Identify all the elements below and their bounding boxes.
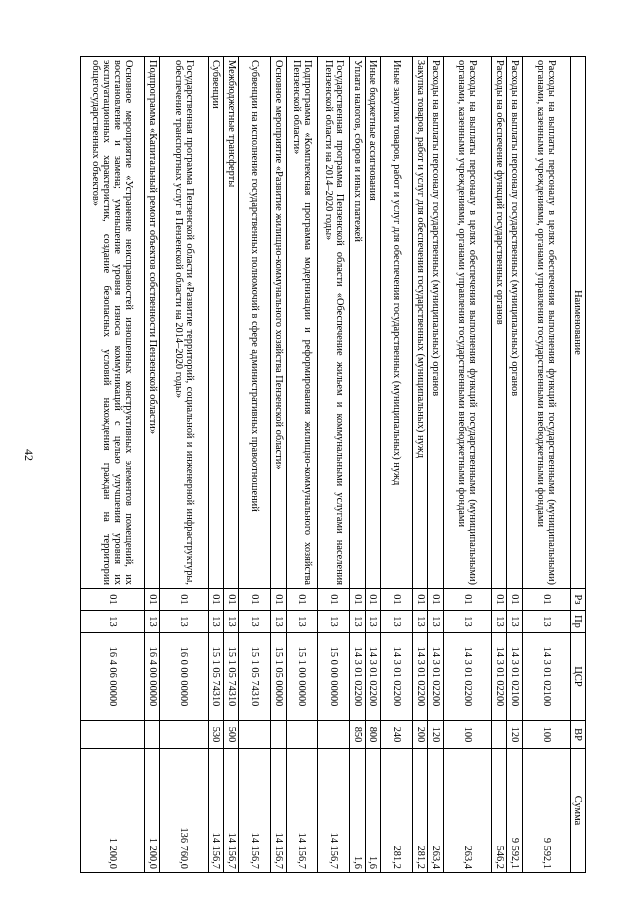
row-csr: 14 3 01 02200 xyxy=(443,633,491,721)
row-vr xyxy=(271,721,286,749)
row-sum: 263,4 xyxy=(443,749,491,873)
row-csr: 14 3 01 02200 xyxy=(491,633,506,721)
table-row xyxy=(428,57,443,873)
row-pr: 13 xyxy=(271,611,286,633)
row-csr: 15 1 05 00000 xyxy=(271,633,286,721)
row-rz: 01 xyxy=(223,589,238,611)
table-row xyxy=(522,57,570,873)
row-csr: 16 4 00 00000 xyxy=(144,633,159,721)
table-row xyxy=(271,57,286,873)
row-vr xyxy=(491,721,506,749)
row-vr: 120 xyxy=(507,721,522,749)
row-vr xyxy=(318,721,350,749)
row-pr: 13 xyxy=(160,611,208,633)
row-vr xyxy=(144,721,159,749)
row-rz: 01 xyxy=(507,589,522,611)
row-sum: 14 156,7 xyxy=(239,749,271,873)
row-pr: 13 xyxy=(491,611,506,633)
row-vr xyxy=(286,721,318,749)
row-rz: 01 xyxy=(160,589,208,611)
row-csr: 15 1 05 74310 xyxy=(239,633,271,721)
row-sum: 546,2 xyxy=(491,749,506,873)
row-rz: 01 xyxy=(380,589,412,611)
header-sum: Сумма xyxy=(571,749,586,873)
row-name: Государственная программа Пензенской области «Обеспечение жильем и коммунальными услугами населения Пензенской области на 2014–2020 годы» xyxy=(318,57,350,589)
row-pr: 13 xyxy=(365,611,380,633)
row-name: Межбюджетные трансферты xyxy=(223,57,238,589)
row-rz: 01 xyxy=(81,589,145,611)
row-name: Государственная программа Пензенской области «Развитие территорий, социальной и инженерной инфраструктуры, обеспечение транспортных услуг в Пензенской области на 2014–2020 годы» xyxy=(160,57,208,589)
row-csr: 14 3 01 02200 xyxy=(412,633,427,721)
row-name: Субвенции на исполнение государственных полномочий в сфере административных правоотношений xyxy=(239,57,271,589)
row-rz: 01 xyxy=(239,589,271,611)
row-name: Иные закупки товаров, работ и услуг для обеспечения государственных (муниципальных) нужд xyxy=(380,57,412,589)
row-csr: 14 3 01 02200 xyxy=(365,633,380,721)
row-vr xyxy=(239,721,271,749)
table-row xyxy=(380,57,412,873)
budget-table xyxy=(80,56,586,873)
table-row xyxy=(81,57,145,873)
row-pr: 13 xyxy=(144,611,159,633)
row-sum: 14 156,7 xyxy=(318,749,350,873)
row-pr: 13 xyxy=(223,611,238,633)
row-vr: 200 xyxy=(412,721,427,749)
row-csr: 14 3 01 02200 xyxy=(428,633,443,721)
row-name: Расходы на выплаты персоналу государственных (муниципальных) органов xyxy=(507,57,522,589)
row-vr: 500 xyxy=(223,721,238,749)
row-sum: 1,6 xyxy=(350,749,365,873)
row-rz: 01 xyxy=(491,589,506,611)
row-sum: 14 156,7 xyxy=(271,749,286,873)
row-rz: 01 xyxy=(428,589,443,611)
row-vr: 120 xyxy=(428,721,443,749)
row-csr: 14 3 01 02200 xyxy=(380,633,412,721)
row-rz: 01 xyxy=(144,589,159,611)
table-row xyxy=(443,57,491,873)
row-pr: 13 xyxy=(208,611,223,633)
row-pr: 13 xyxy=(443,611,491,633)
row-name: Расходы на выплаты персоналу государственных (муниципальных) органов xyxy=(428,57,443,589)
header-vr: ВР xyxy=(571,721,586,749)
row-csr: 14 3 01 02200 xyxy=(350,633,365,721)
row-vr: 850 xyxy=(350,721,365,749)
row-name: Расходы на выплаты персоналу в целях обеспечения выполнения функций государственными (муниципальными) органами, казенными учреждениями, органами управления государственными внебюджетными фондами xyxy=(522,57,570,589)
table-row xyxy=(318,57,350,873)
table-row xyxy=(365,57,380,873)
row-sum: 136 760,0 xyxy=(160,749,208,873)
page-number: 42 xyxy=(22,449,36,461)
row-sum: 1 200,0 xyxy=(144,749,159,873)
row-vr: 100 xyxy=(522,721,570,749)
header-name: Наименование xyxy=(571,57,586,589)
row-csr: 15 1 05 74310 xyxy=(208,633,223,721)
row-vr: 240 xyxy=(380,721,412,749)
table-row xyxy=(223,57,238,873)
table-row xyxy=(491,57,506,873)
row-name: Расходы на выплаты персоналу в целях обеспечения выполнения функций государственными (муниципальными) органами, казенными учреждениями, органами управления государственными внебюджетными фондами xyxy=(443,57,491,589)
header-csr: ЦСР xyxy=(571,633,586,721)
table-body xyxy=(81,57,571,873)
row-sum: 281,2 xyxy=(380,749,412,873)
row-name: Иные бюджетные ассигнования xyxy=(365,57,380,589)
row-pr: 13 xyxy=(81,611,145,633)
row-rz: 01 xyxy=(271,589,286,611)
row-name: Подпрограмма «Комплексная программа модернизации и реформирования жилищно-коммунального хозяйства Пензенской области» xyxy=(286,57,318,589)
row-vr: 530 xyxy=(208,721,223,749)
row-rz: 01 xyxy=(522,589,570,611)
row-pr: 13 xyxy=(286,611,318,633)
row-name: Субвенции xyxy=(208,57,223,589)
row-vr xyxy=(81,721,145,749)
row-pr: 13 xyxy=(507,611,522,633)
table-row xyxy=(208,57,223,873)
row-name: Закупка товаров, работ и услуг для обеспечения государственных (муниципальных) нужд xyxy=(412,57,427,589)
row-rz: 01 xyxy=(350,589,365,611)
table-row xyxy=(507,57,522,873)
row-pr: 13 xyxy=(239,611,271,633)
row-rz: 01 xyxy=(318,589,350,611)
row-sum: 14 156,7 xyxy=(208,749,223,873)
row-vr xyxy=(160,721,208,749)
table-row xyxy=(412,57,427,873)
row-rz: 01 xyxy=(365,589,380,611)
table-header xyxy=(571,57,586,873)
row-sum: 263,4 xyxy=(428,749,443,873)
row-csr: 14 3 01 02100 xyxy=(507,633,522,721)
row-csr: 15 1 00 00000 xyxy=(286,633,318,721)
row-pr: 13 xyxy=(412,611,427,633)
row-sum: 14 156,7 xyxy=(223,749,238,873)
row-sum: 281,2 xyxy=(412,749,427,873)
row-sum: 9 592,1 xyxy=(522,749,570,873)
row-pr: 13 xyxy=(350,611,365,633)
header-rz: Рз xyxy=(571,589,586,611)
row-vr: 800 xyxy=(365,721,380,749)
row-rz: 01 xyxy=(286,589,318,611)
row-rz: 01 xyxy=(208,589,223,611)
row-name: Расходы на обеспечение функций государственных органов xyxy=(491,57,506,589)
table-row xyxy=(144,57,159,873)
row-name: Основное мероприятие «Развитие жилищно-коммунального хозяйства Пензенской области» xyxy=(271,57,286,589)
table-row xyxy=(350,57,365,873)
row-name: Основное мероприятие «Устранение неисправностей изношенных конструктивных элементов помещений, их восстановление и замена; уменьшение уровня износа коммуникаций с целью улучшения уровня их эксплуатационных характеристик, создание безопасных условий нахождения граждан на территории общегосударственных объектов» xyxy=(81,57,145,589)
table-row xyxy=(160,57,208,873)
header-pr: Пр xyxy=(571,611,586,633)
row-sum: 1,6 xyxy=(365,749,380,873)
row-rz: 01 xyxy=(443,589,491,611)
row-csr: 16 0 00 00000 xyxy=(160,633,208,721)
row-csr: 14 3 01 02100 xyxy=(522,633,570,721)
header-row xyxy=(571,57,586,873)
row-sum: 9 592,1 xyxy=(507,749,522,873)
rotated-page-content xyxy=(80,56,586,872)
row-csr: 15 1 05 74310 xyxy=(223,633,238,721)
row-pr: 13 xyxy=(318,611,350,633)
row-pr: 13 xyxy=(428,611,443,633)
row-csr: 16 4 06 00000 xyxy=(81,633,145,721)
row-rz: 01 xyxy=(412,589,427,611)
row-sum: 14 156,7 xyxy=(286,749,318,873)
table-row xyxy=(239,57,271,873)
row-pr: 13 xyxy=(380,611,412,633)
row-name: Подпрограмма «Капитальный ремонт объектов собственности Пензенской области» xyxy=(144,57,159,589)
row-name: Уплата налогов, сборов и иных платежей xyxy=(350,57,365,589)
row-sum: 1 200,0 xyxy=(81,749,145,873)
table-row xyxy=(286,57,318,873)
row-pr: 13 xyxy=(522,611,570,633)
row-vr: 100 xyxy=(443,721,491,749)
row-csr: 15 0 00 00000 xyxy=(318,633,350,721)
